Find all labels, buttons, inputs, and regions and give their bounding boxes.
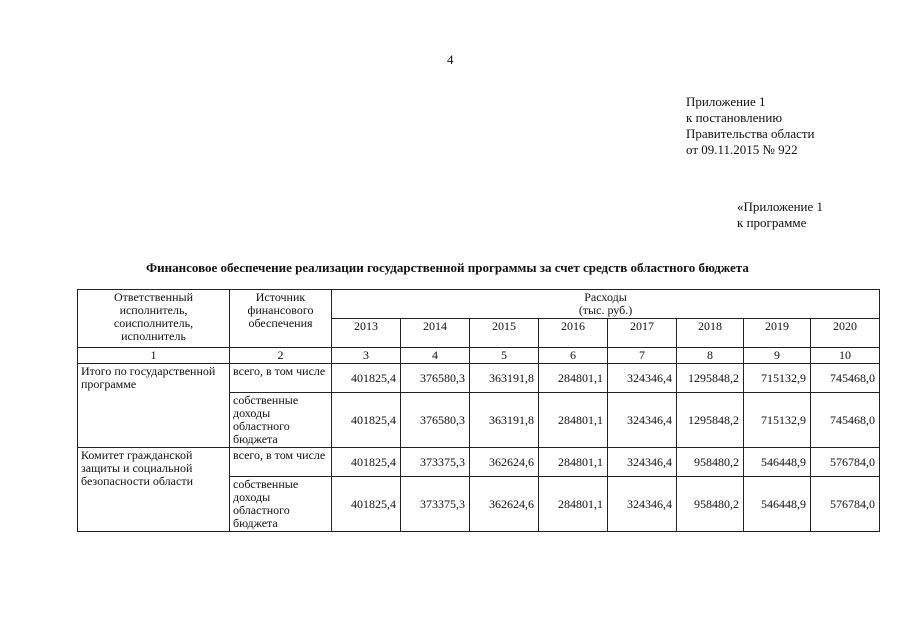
document-title: Финансовое обеспечение реализации государственной программы за счет средств областного бюджета <box>146 260 749 275</box>
row-source: всего, в том числе <box>230 364 332 393</box>
value-cell: 745468,0 <box>811 364 880 393</box>
row-source: собственные доходы областного бюджета <box>230 477 332 532</box>
appendix-line: к программе <box>737 215 807 230</box>
value-cell: 284801,1 <box>539 477 608 532</box>
value-cell: 401825,4 <box>332 477 401 532</box>
row-group-name: Итого по государственной программе <box>78 364 230 448</box>
value-cell: 324346,4 <box>608 364 677 393</box>
header-expenses-label: Расходы <box>584 290 627 304</box>
table-row <box>78 448 880 477</box>
header-year: 2016 <box>539 319 608 348</box>
appendix-program-block <box>737 199 823 231</box>
header-year: 2017 <box>608 319 677 348</box>
financing-table <box>77 289 880 532</box>
column-number: 9 <box>744 348 811 364</box>
value-cell: 324346,4 <box>608 477 677 532</box>
value-cell: 715132,9 <box>744 393 811 448</box>
value-cell: 363191,8 <box>470 393 539 448</box>
value-cell: 1295848,2 <box>677 364 744 393</box>
header-year: 2014 <box>401 319 470 348</box>
value-cell: 284801,1 <box>539 448 608 477</box>
header-year: 2018 <box>677 319 744 348</box>
header-year: 2019 <box>744 319 811 348</box>
appendix-line: «Приложение 1 <box>737 199 824 214</box>
value-cell: 324346,4 <box>608 448 677 477</box>
column-number-row <box>78 348 880 364</box>
header-row <box>78 290 880 319</box>
column-number: 4 <box>401 348 470 364</box>
value-cell: 958480,2 <box>677 477 744 532</box>
value-cell: 363191,8 <box>470 364 539 393</box>
value-cell: 373375,3 <box>401 477 470 532</box>
value-cell: 715132,9 <box>744 364 811 393</box>
column-number: 5 <box>470 348 539 364</box>
value-cell: 324346,4 <box>608 393 677 448</box>
row-group-name: Комитет гражданской защиты и социальной безопасности области <box>78 448 230 532</box>
value-cell: 1295848,2 <box>677 393 744 448</box>
row-source: всего, в том числе <box>230 448 332 477</box>
value-cell: 376580,3 <box>401 364 470 393</box>
page-number: 4 <box>447 52 454 67</box>
header-expenses-unit: (тыс. руб.) <box>578 303 633 317</box>
value-cell: 576784,0 <box>811 477 880 532</box>
value-cell: 401825,4 <box>332 364 401 393</box>
column-number: 1 <box>78 348 230 364</box>
appendix-line: Приложение 1 <box>686 94 766 109</box>
column-number: 6 <box>539 348 608 364</box>
value-cell: 546448,9 <box>744 448 811 477</box>
value-cell: 362624,6 <box>470 477 539 532</box>
appendix-resolution-block <box>686 94 815 158</box>
column-number: 7 <box>608 348 677 364</box>
column-number: 3 <box>332 348 401 364</box>
header-expenses <box>332 290 880 319</box>
value-cell: 546448,9 <box>744 477 811 532</box>
value-cell: 284801,1 <box>539 364 608 393</box>
appendix-line: Правительства области <box>686 126 815 141</box>
value-cell: 958480,2 <box>677 448 744 477</box>
value-cell: 576784,0 <box>811 448 880 477</box>
header-source: Источник финансового обеспечения <box>230 290 332 348</box>
header-year: 2013 <box>332 319 401 348</box>
header-year: 2020 <box>811 319 880 348</box>
value-cell: 401825,4 <box>332 448 401 477</box>
header-year: 2015 <box>470 319 539 348</box>
value-cell: 376580,3 <box>401 393 470 448</box>
column-number: 8 <box>677 348 744 364</box>
column-number: 10 <box>811 348 880 364</box>
header-responsible: Ответственный исполнитель, соисполнитель, исполнитель <box>78 290 230 348</box>
value-cell: 362624,6 <box>470 448 539 477</box>
appendix-line: к постановлению <box>686 110 783 125</box>
table-row <box>78 364 880 393</box>
row-source: собственные доходы областного бюджета <box>230 393 332 448</box>
value-cell: 373375,3 <box>401 448 470 477</box>
value-cell: 401825,4 <box>332 393 401 448</box>
column-number: 2 <box>230 348 332 364</box>
appendix-line: от 09.11.2015 № 922 <box>686 142 798 157</box>
value-cell: 284801,1 <box>539 393 608 448</box>
value-cell: 745468,0 <box>811 393 880 448</box>
